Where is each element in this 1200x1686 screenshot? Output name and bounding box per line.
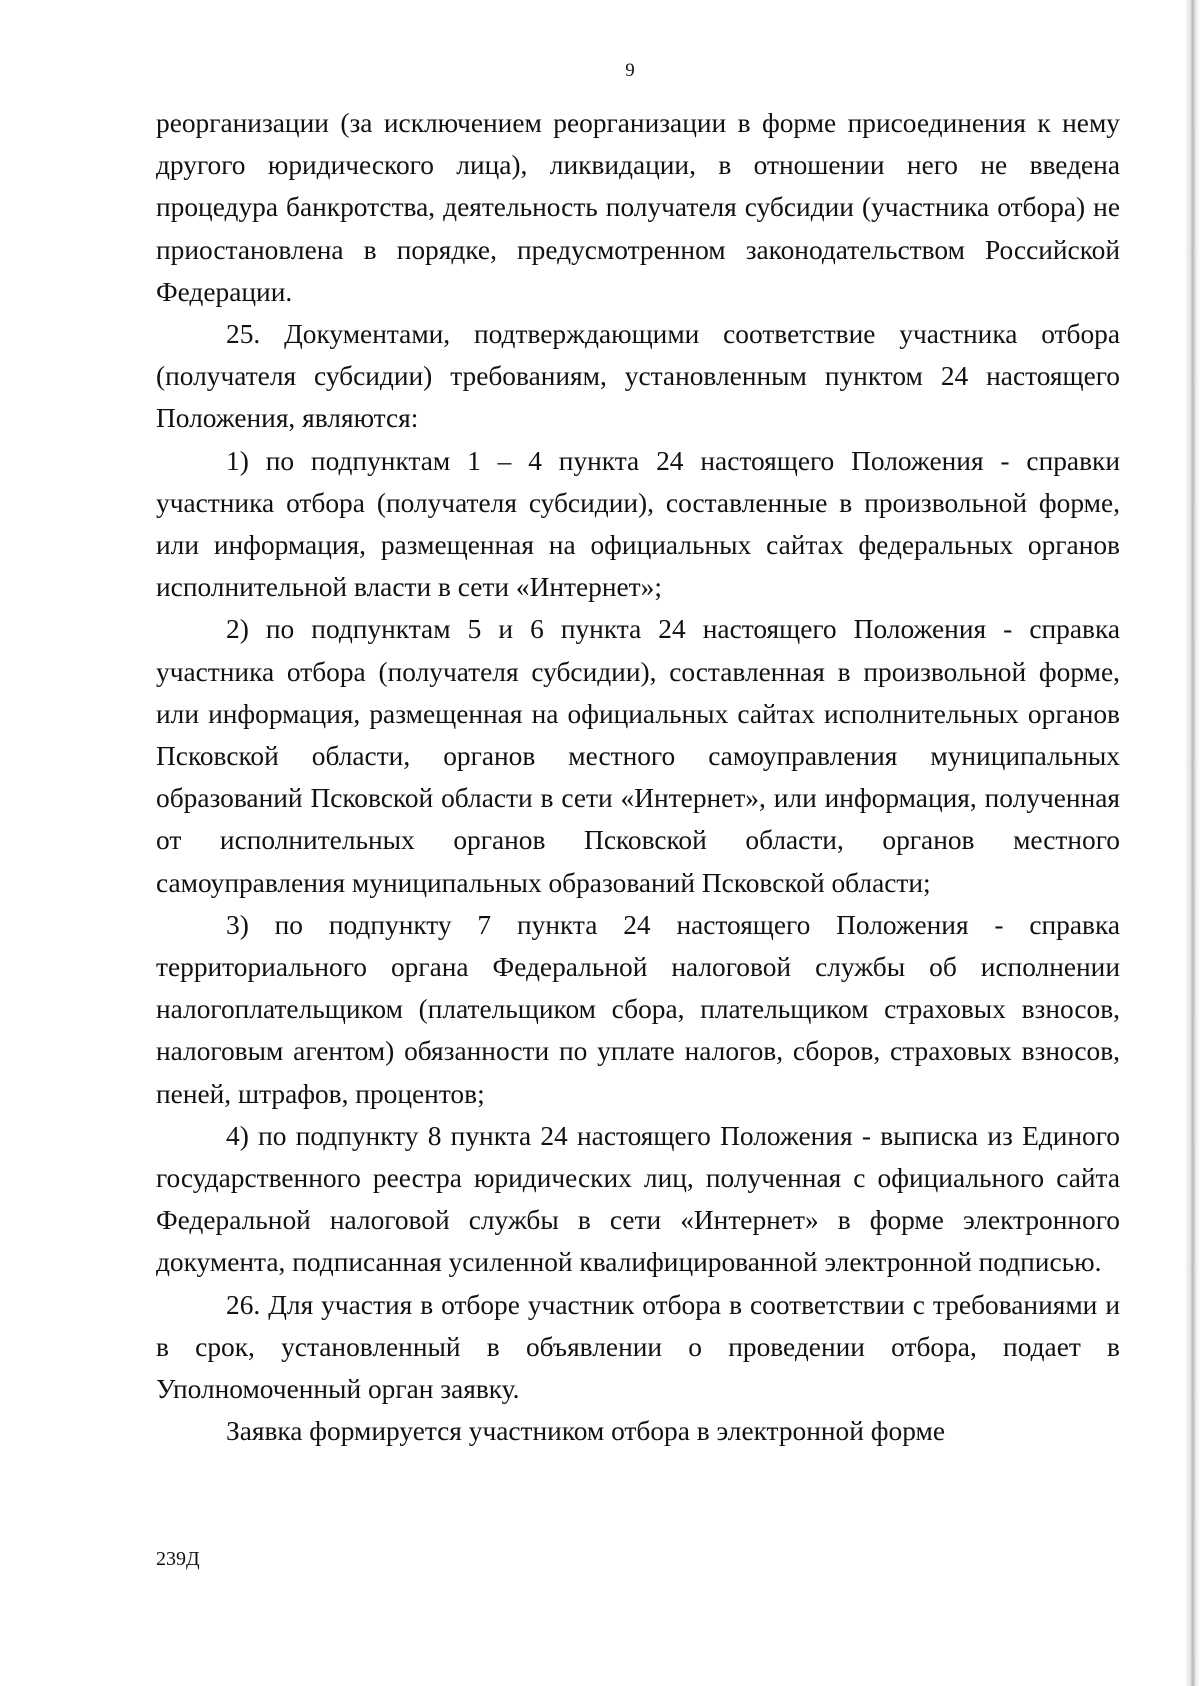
paragraph-application-form: Заявка формируется участником отбора в электронной форме [226, 1416, 945, 1447]
paragraph-subitem-3: 3) по подпункту 7 пункта 24 настоящего Положения - справка территориального органа Федеральной налоговой службы об исполнении налогоплательщиком (плательщиком сбора, плательщиком страховых взносов, налоговым агентом) обязанности по уплате налогов, сборов, страховых взносов, пеней, штрафов, процентов; [156, 909, 1120, 1109]
paragraph-subitem-1: 1) по подпунктам 1 – 4 пункта 24 настоящего Положения - справки участника отбора (получателя субсидии), составленные в произвольной форме, или информация, размещенная на официальных сайтах федеральных органов исполнительной власти в сети «Интернет»; [156, 445, 1120, 603]
scan-edge-shadow [1184, 0, 1200, 1686]
page-number: 9 [625, 60, 635, 81]
document-code: 239Д [156, 1548, 200, 1570]
paragraph-item-25: 25. Документами, подтверждающими соответствие участника отбора (получателя субсидии) требованиям, установленным пунктом 24 настоящего Положения, являются: [156, 319, 1120, 434]
paragraph-item-26: 26. Для участия в отборе участник отбора в соответствии с требованиями и в срок, установленный в объявлении о проведении отбора, подает в Уполномоченный орган заявку. [156, 1289, 1120, 1405]
document-body [156, 102, 1120, 1453]
paragraph-subitem-4: 4) по подпункту 8 пункта 24 настоящего Положения - выписка из Единого государственного реестра юридических лиц, полученная с официального сайта Федеральной налоговой службы в сети «Интернет» в форме электронного документа, подписанная усиленной квалифицированной электронной подписью. [156, 1120, 1120, 1278]
paragraph-subitem-2: 2) по подпунктам 5 и 6 пункта 24 настоящего Положения - справка участника отбора (получателя субсидии), составленная в произвольной форме, или информация, размещенная на официальных сайтах исполнительных органов Псковской области, органов местного самоуправления муниципальных образований Псковской области в сети «Интернет», или информация, полученная от исполнительных органов Псковской области, органов местного самоуправления муниципальных образований Псковской области; [156, 614, 1120, 898]
paragraph-continuation: реорганизации (за исключением реорганизации в форме присоединения к нему другого юридического лица), ликвидации, в отношении него не введена процедура банкротства, деятельность получателя субсидии (участника отбора) не приостановлена в порядке, предусмотренном законодательством Российской Федерации. [156, 108, 1120, 307]
